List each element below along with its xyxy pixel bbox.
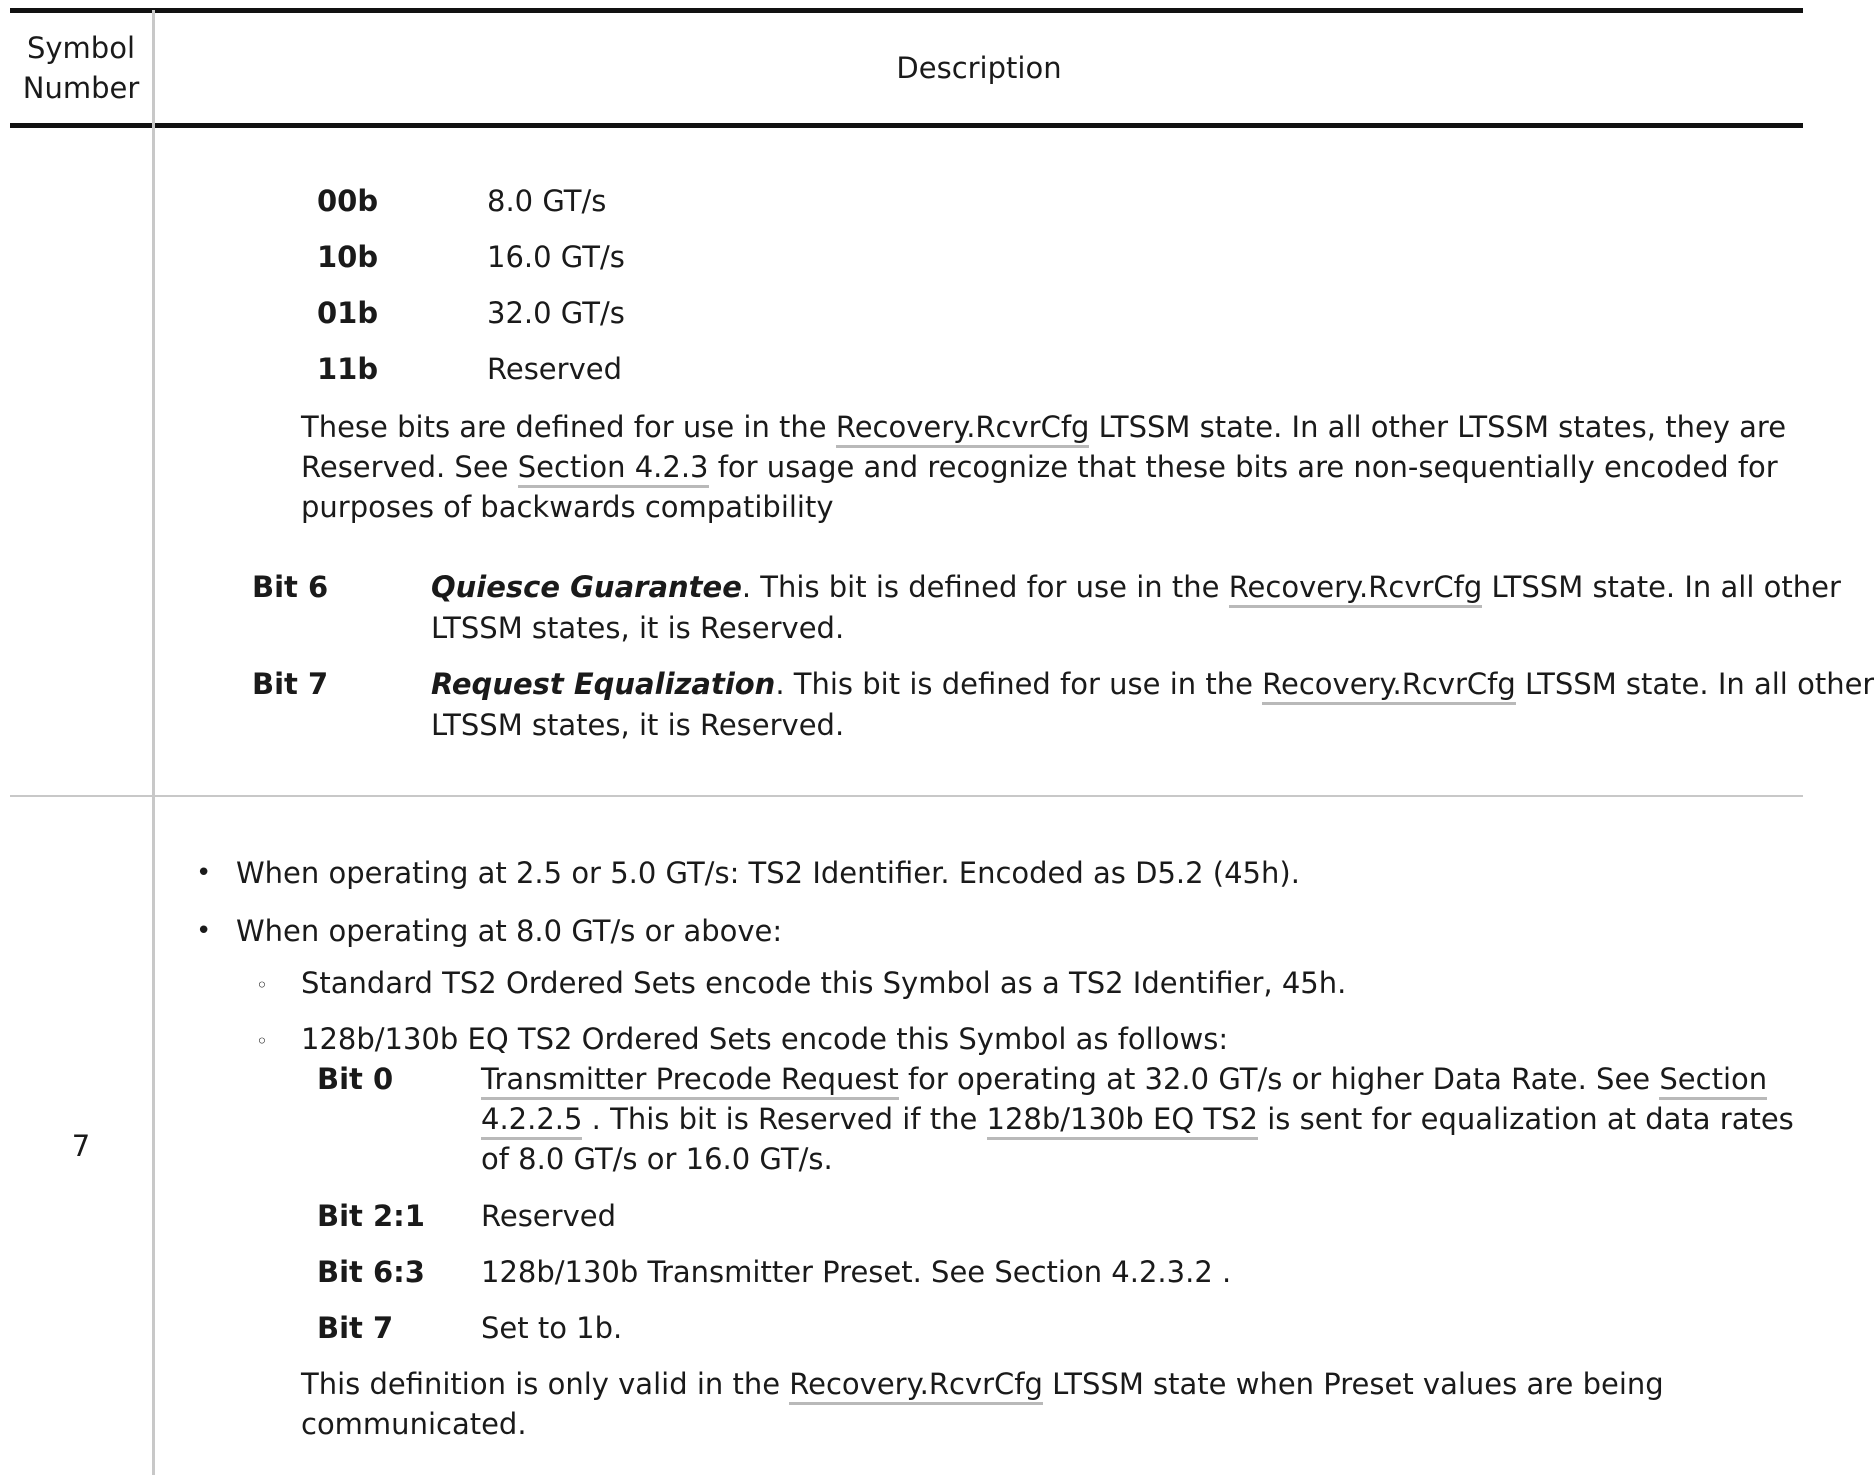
- table-column-separator: [152, 10, 155, 1475]
- eq-bit7-text: Set to 1b.: [481, 1311, 623, 1345]
- symbol-number-7: 7: [71, 1129, 91, 1163]
- recovery-rcvrcfg-link[interactable]: Recovery.RcvrCfg: [1229, 570, 1483, 608]
- eq-bit63-text: 128b/130b Transmitter Preset. See Section 4.2.3.2 .: [481, 1255, 1232, 1289]
- eq-bit0-line3: of 8.0 GT/s or 16.0 GT/s.: [481, 1142, 833, 1176]
- eq-bit21-label: Bit 2:1: [317, 1199, 425, 1233]
- encoding-value: Reserved: [487, 352, 622, 386]
- encoding-code: 10b: [317, 240, 379, 274]
- encoding-code: 11b: [317, 352, 379, 386]
- eq-bit0-line1: Transmitter Precode Request for operating at 32.0 GT/s or higher Data Rate. See Section: [481, 1059, 1767, 1099]
- eq-ts2-link[interactable]: 128b/130b EQ TS2: [987, 1102, 1258, 1140]
- bit7-line2: LTSSM states, it is Reserved.: [431, 708, 845, 742]
- header-description: Description: [896, 51, 1062, 85]
- encoding-code: 01b: [317, 296, 379, 330]
- recovery-rcvrcfg-link[interactable]: Recovery.RcvrCfg: [836, 410, 1090, 448]
- bullet-dot-icon: •: [196, 858, 212, 888]
- transmitter-precode-request-link[interactable]: Transmitter Precode Request: [481, 1062, 899, 1100]
- sub-bullet-circle-icon: ◦: [256, 1029, 268, 1053]
- table-header-rule: [10, 123, 1803, 128]
- definition-note-line2: communicated.: [301, 1407, 527, 1441]
- definition-note-line1: This definition is only valid in the Recovery.RcvrCfg LTSSM state when Preset values are being: [301, 1364, 1664, 1404]
- eq-bit63-label: Bit 6:3: [317, 1255, 425, 1289]
- header-symbol-number: [10, 28, 152, 108]
- bit6-line2: LTSSM states, it is Reserved.: [431, 611, 845, 645]
- table-row-divider: [10, 795, 1803, 797]
- bit6-line1: Quiesce Guarantee. This bit is defined for use in the Recovery.RcvrCfg LTSSM state. In all other: [431, 567, 1841, 607]
- recovery-rcvrcfg-link[interactable]: Recovery.RcvrCfg: [789, 1367, 1043, 1405]
- eq-bit0-line2: 4.2.2.5 . This bit is Reserved if the 128b/130b EQ TS2 is sent for equalization at data rates: [481, 1099, 1794, 1139]
- eq-bit0-label: Bit 0: [317, 1062, 394, 1096]
- section-4-2-3-link[interactable]: Section 4.2.3: [518, 450, 709, 488]
- bit6-label: Bit 6: [252, 570, 329, 604]
- bullet-2: When operating at 8.0 GT/s or above:: [236, 914, 783, 948]
- header-symbol-line1: Symbol: [26, 31, 136, 65]
- section-link[interactable]: Section: [1659, 1062, 1767, 1100]
- sub-bullet-circle-icon: ◦: [256, 973, 268, 997]
- eq-bit7-label: Bit 7: [317, 1311, 394, 1345]
- sub-bullet-2: 128b/130b EQ TS2 Ordered Sets encode this Symbol as follows:: [301, 1022, 1229, 1056]
- encoding-value: 16.0 GT/s: [487, 240, 625, 274]
- encoding-value: 8.0 GT/s: [487, 184, 607, 218]
- bit7-line1: Request Equalization. This bit is defined for use in the Recovery.RcvrCfg LTSSM state. In all other: [431, 664, 1874, 704]
- section-4-2-2-5-link[interactable]: 4.2.2.5: [481, 1102, 582, 1140]
- eq-bit21-text: Reserved: [481, 1199, 616, 1233]
- header-symbol-line2: Number: [22, 71, 140, 105]
- sub-bullet-1: Standard TS2 Ordered Sets encode this Symbol as a TS2 Identifier, 45h.: [301, 966, 1347, 1000]
- encoding-value: 32.0 GT/s: [487, 296, 625, 330]
- bullet-dot-icon: •: [196, 916, 212, 946]
- table-top-rule: [10, 8, 1803, 13]
- encoding-code: 00b: [317, 184, 379, 218]
- bits-note-line3: purposes of backwards compatibility: [301, 490, 834, 524]
- bit7-label: Bit 7: [252, 667, 329, 701]
- bits-note-line2: Reserved. See Section 4.2.3 for usage and recognize that these bits are non-sequentially encoded for: [301, 447, 1778, 487]
- bits-note-line1: These bits are defined for use in the Recovery.RcvrCfg LTSSM state. In all other LTSSM states, they are: [301, 407, 1786, 447]
- recovery-rcvrcfg-link[interactable]: Recovery.RcvrCfg: [1262, 667, 1516, 705]
- bullet-1: When operating at 2.5 or 5.0 GT/s: TS2 Identifier. Encoded as D5.2 (45h).: [236, 856, 1300, 890]
